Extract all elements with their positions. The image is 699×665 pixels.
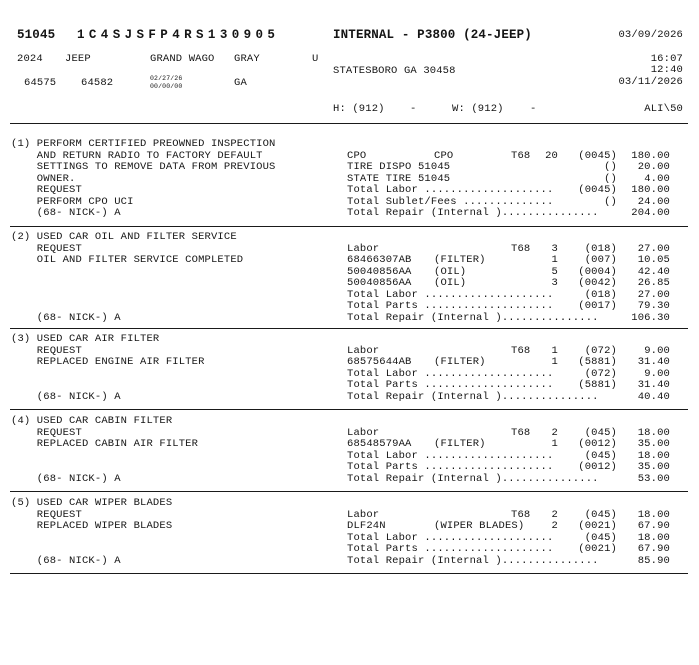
divider	[10, 491, 688, 492]
charge-amt: 27.00	[637, 288, 670, 301]
charge-l: 50040856AA	[347, 277, 412, 289]
charge-amt: 18.00	[637, 508, 670, 521]
line-description: (2) USED CAR OIL AND FILTER SERVICE	[11, 231, 237, 243]
stock-b: 64582	[81, 77, 114, 89]
charge-amt: 4.00	[644, 172, 670, 185]
divider	[10, 123, 688, 124]
charge-code: (045)	[584, 449, 617, 462]
charge-qty: 5	[551, 265, 558, 278]
charge-m: (OIL)	[434, 277, 467, 289]
charge-amt: 35.00	[637, 438, 670, 450]
charge-m: (WIPER BLADES)	[434, 520, 525, 532]
charge-amt: 85.90	[637, 554, 670, 567]
charge-l: TIRE DISPO 51045	[347, 161, 451, 173]
charge-l: Total Repair (Internal )...............	[347, 390, 599, 403]
charge-amt: 9.00	[644, 344, 670, 357]
charge-l: Total Repair (Internal )...............	[347, 207, 599, 219]
home-phone-dash: -	[410, 103, 417, 115]
time-1: 16:07	[650, 53, 683, 65]
charge-amt: 24.00	[637, 195, 670, 208]
charge-code: (5881)	[578, 379, 617, 391]
charge-code: (045)	[584, 426, 617, 439]
charge-amt: 10.05	[637, 254, 670, 266]
charge-amt: 42.40	[637, 265, 670, 278]
charge-code: (018)	[584, 288, 617, 301]
charge-m: CPO	[434, 149, 454, 162]
charge-code: ()	[604, 161, 617, 173]
line-description: REQUEST	[11, 508, 82, 521]
charge-tech: T68	[511, 508, 531, 521]
time-2: 12:40	[650, 64, 683, 76]
charge-l: Labor	[347, 508, 380, 521]
charge-qty: 3	[551, 277, 558, 289]
line-description: (1) PERFORM CERTIFIED PREOWNED INSPECTION	[11, 138, 276, 150]
charge-code: (045)	[584, 531, 617, 544]
charge-qty: 2	[551, 508, 558, 521]
charge-qty: 1	[551, 344, 558, 357]
charge-l: CPO	[347, 149, 367, 162]
vehicle-model: GRAND WAGO	[150, 53, 215, 65]
vehicle-year: 2024	[17, 53, 43, 65]
line-description: OIL AND FILTER SERVICE COMPLETED	[11, 254, 244, 266]
line-description: (3) USED CAR AIR FILTER	[11, 333, 160, 345]
charge-amt: 79.30	[637, 300, 670, 312]
work-phone-dash: -	[530, 103, 537, 115]
charge-code: (0045)	[578, 149, 617, 162]
charge-amt: 20.00	[637, 161, 670, 173]
charge-amt: 18.00	[637, 426, 670, 439]
charge-l: Total Parts ....................	[347, 379, 554, 391]
charge-code: (072)	[584, 344, 617, 357]
date-2: 03/11/2026	[618, 76, 683, 88]
charge-amt: 35.00	[637, 461, 670, 473]
charge-amt: 31.40	[637, 356, 670, 368]
charge-qty: 1	[551, 438, 558, 450]
charge-l: 68548579AA	[347, 438, 412, 450]
line-description: (4) USED CAR CABIN FILTER	[11, 415, 173, 427]
vin: 1C4SJSFP4RS130905	[77, 28, 280, 42]
charge-l: STATE TIRE 51045	[347, 172, 451, 185]
small-date-2: 00/00/00	[150, 83, 183, 90]
charge-tech: T68	[511, 426, 531, 439]
charge-l: Total Parts ....................	[347, 300, 554, 312]
charge-m: (OIL)	[434, 265, 467, 278]
charge-l: Total Repair (Internal )...............	[347, 311, 599, 324]
line-description: OWNER.	[11, 172, 76, 185]
charge-code: ()	[604, 172, 617, 185]
charge-l: 50040856AA	[347, 265, 412, 278]
charge-l: Total Labor ....................	[347, 449, 554, 462]
charge-qty: 1	[551, 254, 558, 266]
date-top: 03/09/2026	[618, 29, 683, 41]
charge-qty: 2	[551, 520, 558, 532]
line-description: SETTINGS TO REMOVE DATA FROM PREVIOUS	[11, 161, 276, 173]
charge-tech: T68	[511, 344, 531, 357]
charge-l: Total Sublet/Fees ..............	[347, 195, 554, 208]
line-description: (68- NICK-) A	[11, 207, 121, 219]
stock-a: 64575	[24, 77, 57, 89]
line-description: (5) USED CAR WIPER BLADES	[11, 497, 173, 509]
divider	[10, 573, 688, 574]
document-title: INTERNAL - P3800 (24-JEEP)	[333, 28, 532, 42]
charge-code: ()	[604, 195, 617, 208]
vehicle-color: GRAY	[234, 53, 260, 65]
charge-m: (FILTER)	[434, 254, 486, 266]
charge-l: Labor	[347, 426, 380, 439]
charge-code: (0017)	[578, 300, 617, 312]
charge-amt: 31.40	[637, 379, 670, 391]
charge-code: (007)	[584, 254, 617, 266]
charge-code: (0012)	[578, 461, 617, 473]
divider	[10, 409, 688, 410]
charge-tech: T68	[511, 242, 531, 255]
line-description: REQUEST	[11, 344, 82, 357]
charge-l: Total Labor ....................	[347, 288, 554, 301]
charge-amt: 67.90	[637, 543, 670, 555]
charge-m: (FILTER)	[434, 356, 486, 368]
charge-l: Labor	[347, 242, 380, 255]
charge-l: 68575644AB	[347, 356, 412, 368]
ro-number: 51045	[17, 28, 56, 42]
home-phone: H: (912)	[333, 103, 385, 115]
location: STATESBORO GA 30458	[333, 65, 456, 77]
charge-code: (018)	[584, 242, 617, 255]
line-description: REQUEST	[11, 426, 82, 439]
charge-amt: 106.30	[631, 311, 670, 324]
charge-amt: 26.85	[637, 277, 670, 289]
charge-qty: 2	[551, 426, 558, 439]
line-description: (68- NICK-) A	[11, 472, 121, 485]
charge-l: Labor	[347, 344, 380, 357]
charge-l: Total Parts ....................	[347, 461, 554, 473]
charge-l: Total Labor ....................	[347, 184, 554, 196]
charge-code: (0004)	[578, 265, 617, 278]
line-description: AND RETURN RADIO TO FACTORY DEFAULT	[11, 149, 263, 162]
charge-tech: T68	[511, 149, 531, 162]
charge-code: (0045)	[578, 184, 617, 196]
divider	[10, 328, 688, 329]
used-flag: U	[312, 53, 319, 65]
charge-l: Total Parts ....................	[347, 543, 554, 555]
charge-qty: 1	[551, 356, 558, 368]
charge-qty: 20	[545, 149, 558, 162]
line-description: (68- NICK-) A	[11, 311, 121, 324]
charge-code: (0021)	[578, 543, 617, 555]
charge-code: (0042)	[578, 277, 617, 289]
charge-code: (0021)	[578, 520, 617, 532]
charge-l: DLF24N	[347, 520, 386, 532]
charge-amt: 27.00	[637, 242, 670, 255]
charge-l: Total Repair (Internal )...............	[347, 554, 599, 567]
charge-amt: 53.00	[637, 472, 670, 485]
charge-l: Total Repair (Internal )...............	[347, 472, 599, 485]
charge-amt: 40.40	[637, 390, 670, 403]
charge-l: Total Labor ....................	[347, 531, 554, 544]
agent-code: ALI\50	[644, 103, 683, 115]
charge-amt: 18.00	[637, 449, 670, 462]
line-description: REQUEST	[11, 242, 82, 255]
work-phone: W: (912)	[452, 103, 504, 115]
small-date-1: 02/27/26	[150, 75, 183, 82]
line-description: (68- NICK-) A	[11, 390, 121, 403]
charge-code: (0012)	[578, 438, 617, 450]
charge-amt: 204.00	[631, 207, 670, 219]
charge-amt: 18.00	[637, 531, 670, 544]
charge-l: 68466307AB	[347, 254, 412, 266]
charge-code: (072)	[584, 367, 617, 380]
divider	[10, 226, 688, 227]
charge-qty: 3	[551, 242, 558, 255]
charge-amt: 180.00	[631, 184, 670, 196]
vehicle-make: JEEP	[65, 53, 91, 65]
charge-m: (FILTER)	[434, 438, 486, 450]
charge-amt: 180.00	[631, 149, 670, 162]
line-description: PERFORM CPO UCI	[11, 195, 134, 208]
charge-l: Total Labor ....................	[347, 367, 554, 380]
charge-amt: 67.90	[637, 520, 670, 532]
charge-amt: 9.00	[644, 367, 670, 380]
line-description: (68- NICK-) A	[11, 554, 121, 567]
line-description: REPLACED CABIN AIR FILTER	[11, 438, 199, 450]
line-description: REPLACED WIPER BLADES	[11, 520, 173, 532]
charge-code: (5881)	[578, 356, 617, 368]
charge-code: (045)	[584, 508, 617, 521]
line-description: REQUEST	[11, 184, 82, 196]
state: GA	[234, 77, 247, 89]
line-description: REPLACED ENGINE AIR FILTER	[11, 356, 205, 368]
